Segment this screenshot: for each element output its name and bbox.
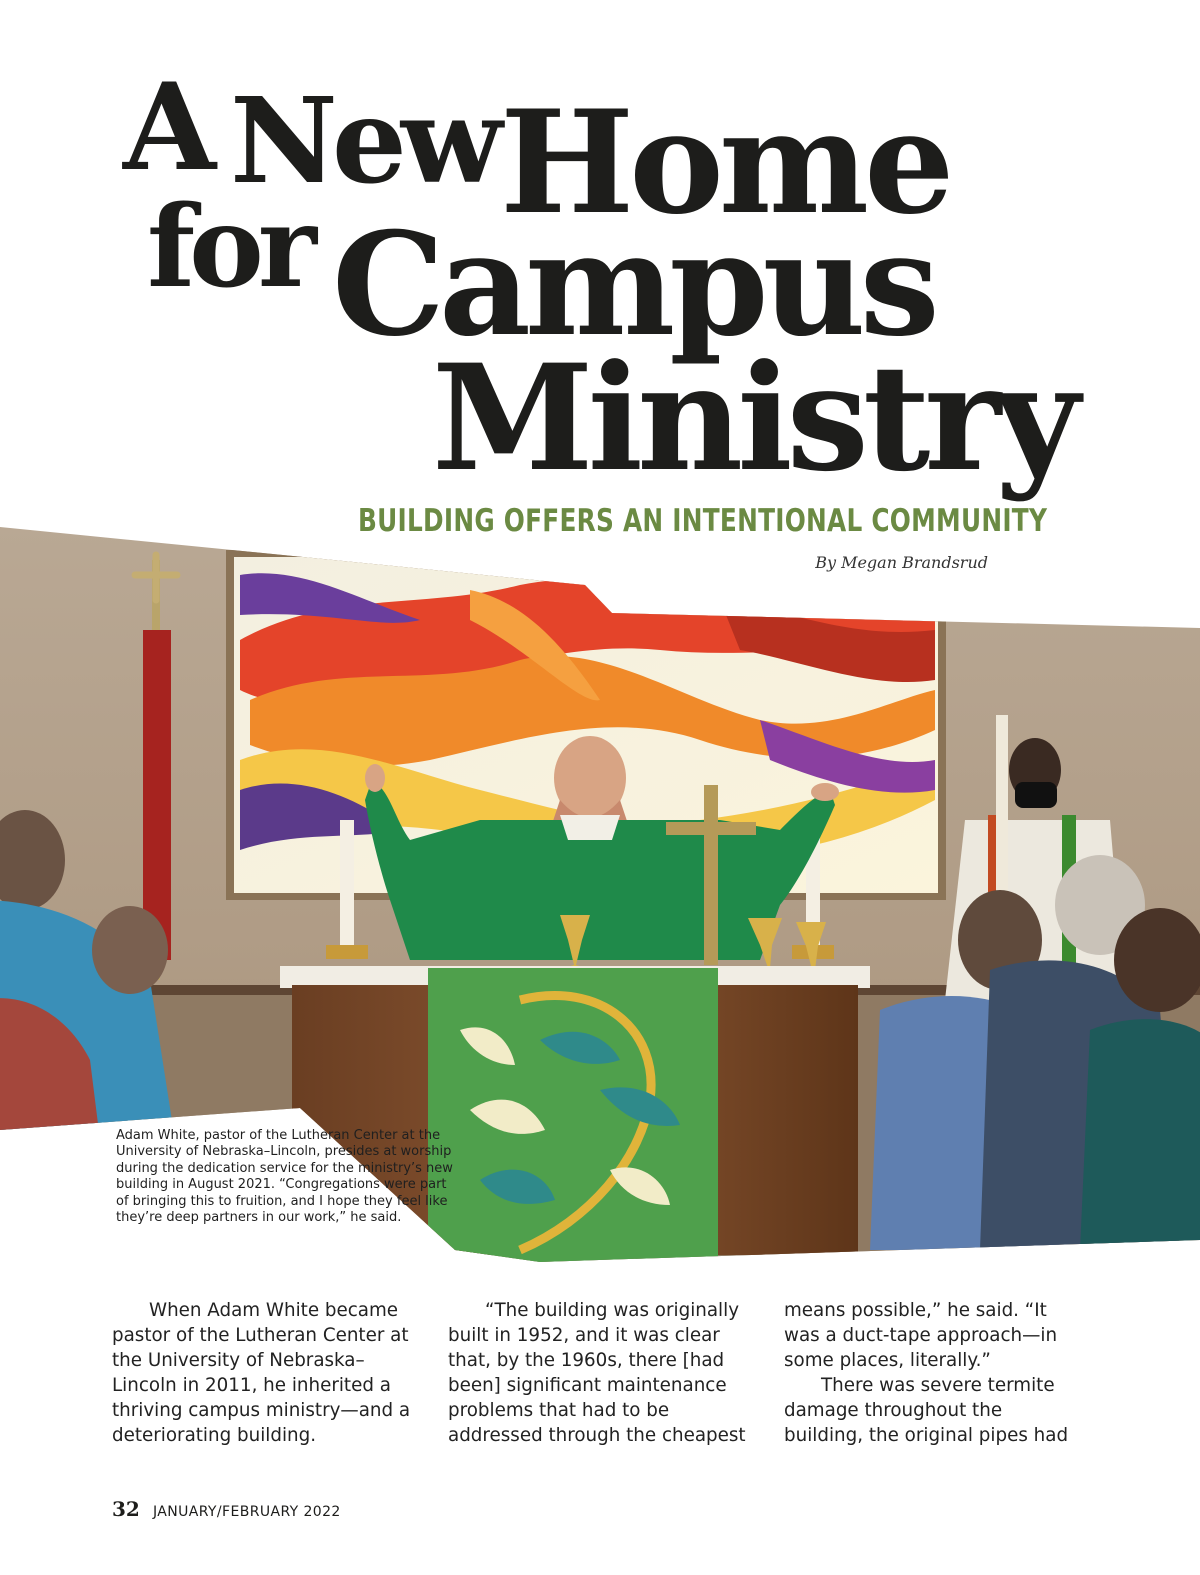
body-paragraph-1: When Adam White became pastor of the Lutheran Center at the University of Nebraska–Lincoln in 2011, he inherited a thriving campus ministry—and a deteriorating building.	[112, 1300, 411, 1446]
body-column-2	[448, 1298, 748, 1448]
headline-word-home: Home	[500, 80, 950, 246]
issue-date: JANUARY/FEBRUARY 2022	[152, 1504, 341, 1520]
body-paragraph-3: There was severe termite damage throughout the building, the original pipes had	[784, 1375, 1069, 1446]
headline-word-for: for	[147, 182, 311, 313]
photo-caption: Adam White, pastor of the Lutheran Center at the University of Nebraska–Lincoln, presides at worship during the dedication service for the ministry’s new building in August 2021. “Congregations were part of bringing this to fruition, and I hope they feel like they’re deep partners in our work,” he said.	[116, 1128, 453, 1226]
subheadline: BUILDING OFFERS AN INTENTIONAL COMMUNITY	[358, 503, 1048, 539]
byline: By Megan Brandsrud	[815, 553, 988, 572]
headline-word-campus: Campus	[332, 202, 934, 368]
headline-word-new: New	[230, 71, 497, 210]
body-paragraph-2: “The building was originally built in 1952, and it was clear that, by the 1960s, there [had been] significant maintenance problems that had to be addressed through the cheapest	[448, 1300, 746, 1446]
body-paragraph-2-continued: means possible,” he said. “It was a duct-tape approach—in some places, literally.”	[784, 1300, 1058, 1371]
page-number: 32	[112, 1497, 140, 1521]
body-column-1	[112, 1298, 412, 1448]
headline-word-ministry: Ministry	[432, 333, 1075, 504]
page-footer	[112, 1497, 341, 1521]
body-column-3	[784, 1298, 1084, 1448]
headline-word-a: A	[123, 57, 211, 198]
